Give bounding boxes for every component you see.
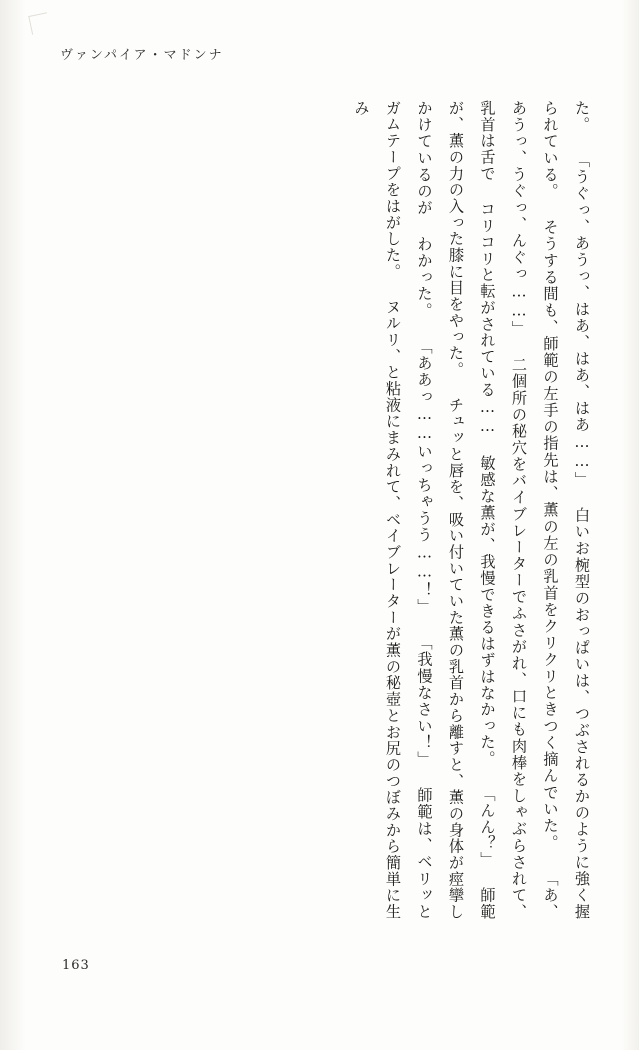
page-number: 163 — [62, 958, 90, 973]
page-body-text: た。 「うぐっ、あうっ、はあ、はあ、はあ……」 白いお椀型のおっぱいは、つぶされるかのように強く握られている。 そうする間も、師範の左手の指先は、薫の左の乳首をクリクリときつく摘んでいた。 「あ、あうっ、うぐっ、んぐっ……」 二個所の秘穴をバイブレーターでふさがれ、口にも肉棒をしゃぶらされて、乳首は舌で コリコリと転がされている…… 敏感な薫が、我慢できるはずはなかった。 「んん？」 師範が、薫の力の入った膝に目をやった。 チュッと唇を、吸い付いていた薫の乳首から離すと、薫の身体が痙攣しかけているのが わかった。 「ああっ……いっちゃうう……！」 「我慢なさい！」 師範は、ベリッとガムテープをはがした。 ヌルリ、と粘液にまみれて、ベイブレーターが薫の秘壺とお尻のつぼみから簡単に生み — [352, 100, 591, 920]
edge-tick-4 — [629, 880, 633, 881]
page-corner-mark — [28, 12, 51, 35]
edge-tick-2 — [629, 330, 633, 331]
running-header-title: ヴァンパイア・マドンナ — [60, 48, 224, 63]
edge-tick-3 — [629, 640, 633, 641]
header-divider — [58, 68, 258, 69]
edge-tick-1 — [629, 70, 633, 71]
